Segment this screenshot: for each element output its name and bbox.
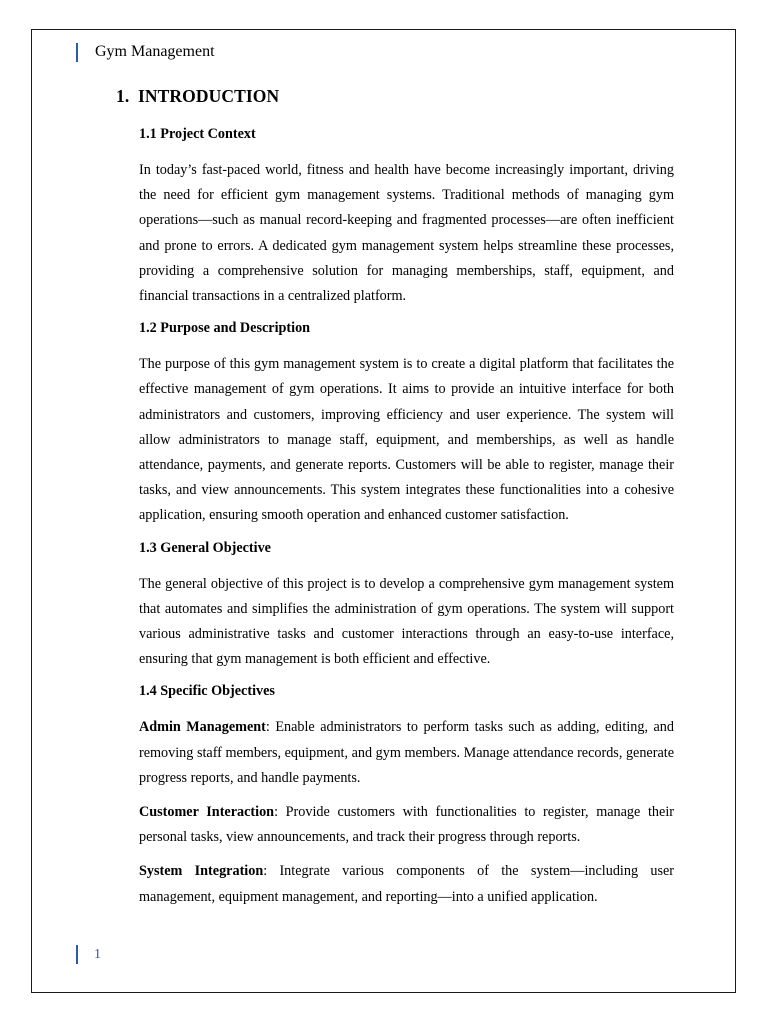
page-number: 1 (94, 946, 101, 962)
footer-accent-bar (76, 945, 78, 964)
chapter-title: INTRODUCTION (138, 86, 280, 106)
section-heading: 1.3 General Objective (139, 539, 271, 556)
section-paragraph: The general objective of this project is to develop a comprehensive gym management system that automates and simplifies the administration of gym operations. The system will support various administrative tasks and customer interactions through an easy-to-use interface, ensuring that gym management is both efficient and effective. (139, 575, 674, 668)
document-body (139, 124, 674, 919)
objective-paragraph (139, 859, 674, 909)
section-paragraph: The purpose of this gym management system is to create a digital platform that facilitates the effective management of gym operations. It aims to provide an intuitive interface for both administrators and customers, improving efficiency and user experience. The system will allow administrators to manage staff, equipment, and memberships, as well as handle attendance, payments, and generate reports. Customers will be able to register, manage their tasks, and view announcements. This system integrates these functionalities into a cohesive application, ensuring smooth operation and enhanced customer satisfaction. (139, 356, 674, 524)
section-heading: 1.1 Project Context (139, 126, 256, 142)
objective-text: : Enable administrators to perform tasks such as adding, editing, and removing staff members, equipment, and gym members. Manage attendance records, generate progress reports, and handle payments. (139, 719, 674, 786)
header-title: Gym Management (95, 43, 215, 60)
chapter-number: 1. (116, 86, 130, 106)
section-heading: 1.4 Specific Objectives (139, 683, 275, 700)
objective-lead: Customer Interaction (139, 804, 275, 821)
section-heading: 1.2 Purpose and Description (139, 320, 311, 337)
header-accent-bar (76, 43, 78, 62)
objective-paragraph (139, 715, 674, 791)
objective-lead: Admin Management (139, 719, 266, 736)
section-paragraph: In today’s fast-paced world, fitness and health have become increasingly important, driving the need for efficient gym management systems. Traditional methods of managing gym operations—such as manual record-keeping and fragmented processes—are often inefficient and prone to errors. A dedicated gym management system helps streamline these processes, providing a comprehensive solution for managing memberships, staff, equipment, and financial transactions in a centralized platform. (139, 162, 674, 305)
chapter-heading (116, 86, 279, 107)
objective-text: : Provide customers with functionalities to register, manage their personal tasks, view announcements, and track their progress through reports. (139, 804, 674, 846)
objective-text: : Integrate various components of the system—including user management, equipment management, and reporting—into a unified application. (139, 863, 674, 905)
objective-lead: System Integration (139, 863, 264, 880)
page-header (76, 42, 219, 62)
page-footer (76, 945, 101, 964)
objective-paragraph (139, 800, 674, 850)
